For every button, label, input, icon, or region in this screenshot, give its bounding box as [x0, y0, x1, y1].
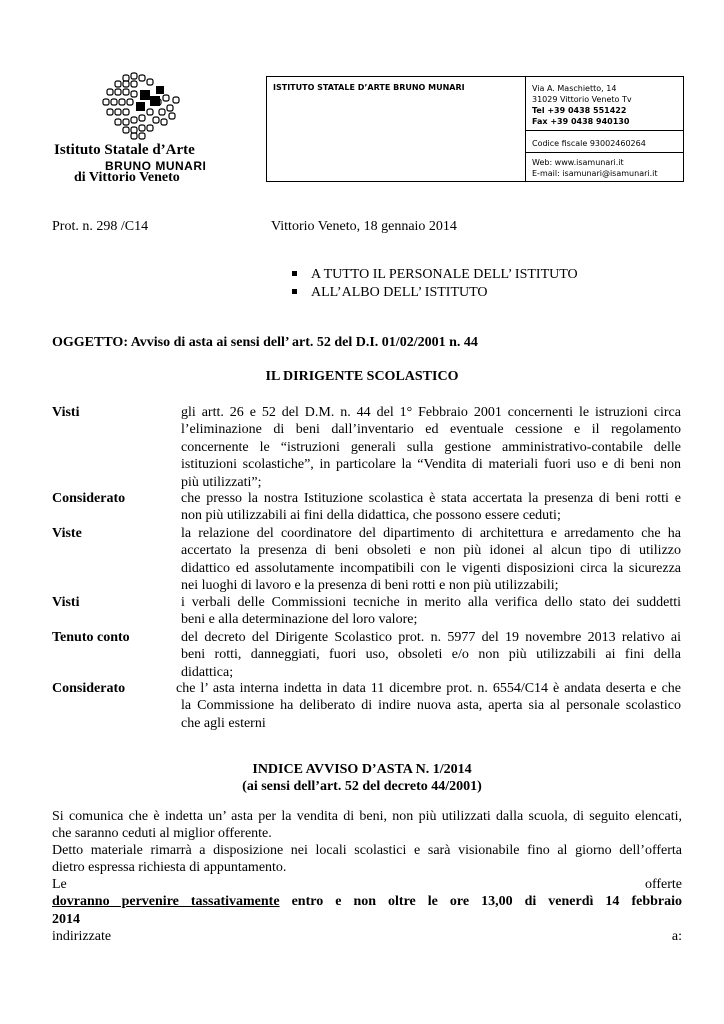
logo-line-3: di Vittorio Veneto: [74, 170, 180, 185]
logo-line-1: Istituto Statale d’Arte: [54, 142, 195, 158]
premise-label: Considerato: [52, 491, 126, 506]
deadline-text: entro e non oltre le ore 13,00 di venerdì 14 febbraio: [279, 894, 683, 910]
header-web-cell: [526, 153, 683, 181]
recipient-text: ALL’ALBO DELL’ ISTITUTO: [311, 285, 488, 300]
text-line: istituzioni scolastiche”, in particolare la “Vendita di materiali fuori uso e di beni non: [181, 457, 681, 473]
text-line: che saranno ceduti al miglior offerente.: [52, 826, 272, 842]
premise-label: Considerato: [52, 681, 126, 696]
premise-label: Tenuto conto: [52, 630, 130, 645]
header-contact-column: [526, 77, 683, 181]
place-date: Vittorio Veneto, 18 gennaio 2014: [271, 219, 457, 234]
header-address-cell: [526, 77, 683, 131]
header-box: [266, 76, 684, 182]
paragraph: [52, 876, 682, 946]
text-line: accertato la presenza di beni obsoleti e non più idonei al alcun tipo di utilizzo: [181, 543, 681, 559]
text-line: gli artt. 26 e 52 del D.M. n. 44 del 1° Febbraio 2001 concernenti le istruzioni circa: [181, 405, 681, 420]
text-line: concernente le “istruzioni generali sulla gestione amministrativo-contabile delle: [181, 439, 681, 455]
deadline-year: 2014: [52, 911, 80, 927]
text-line: l’eliminazione di beni dall’inventario ed eventuale cessione e il regolamento: [181, 422, 681, 438]
paragraph: [52, 808, 682, 843]
subject-line: OGGETTO: Avviso di asta ai sensi dell’ art. 52 del D.I. 01/02/2001 n. 44: [52, 335, 478, 350]
text-line: non più utilizzabili ai fini della didattica, che possono essere ceduti;: [181, 508, 561, 524]
paragraph: [52, 842, 682, 877]
address-line-1: Via A. Maschietto, 14: [532, 84, 617, 93]
section-heading: IL DIRIGENTE SCOLASTICO: [265, 369, 459, 384]
recipient-item: [292, 266, 578, 283]
text-run: Le offerte: [52, 877, 682, 892]
fax: Fax +39 0438 940130: [532, 117, 630, 126]
text-line: Si comunica che è indetta un’ asta per la vendita di beni, non più utilizzati dalla scuola, di seguito elencati,: [52, 809, 682, 824]
telephone: Tel +39 0438 551422: [532, 106, 627, 115]
premise-text: [181, 594, 681, 629]
text-line: la Commissione ha deliberato di indire nuova asta, aperta sia al personale scolastico: [181, 698, 681, 714]
notice-title: INDICE AVVISO D’ASTA N. 1/2014: [252, 762, 472, 777]
premise-text: [181, 629, 681, 681]
premise-text: [181, 490, 681, 525]
text-line: beni e alla determinazione del loro valore;: [181, 612, 418, 628]
recipient-text: A TUTTO IL PERSONALE DELL’ ISTITUTO: [311, 267, 578, 282]
institute-logo: [48, 72, 228, 184]
text-line: nei luoghi di lavoro e la presenza di beni rotti e non più utilizzabili;: [181, 578, 559, 594]
header-institute-name: ISTITUTO STATALE D’ARTE BRUNO MUNARI: [273, 83, 465, 92]
text-line: didattico ed assolutamente incompatibili con le vigenti disposizioni circa la sicurezza: [181, 560, 681, 576]
text-line: più utilizzati”;: [181, 474, 262, 490]
header-tax-cell: [526, 131, 683, 153]
header-institute-cell: [267, 77, 526, 181]
recipient-item: [292, 284, 488, 301]
text-line: dietro espressa richiesta di appuntamento.: [52, 860, 287, 876]
logo-mark-icon: [96, 72, 182, 142]
text-run: indirizzate a:: [52, 929, 682, 945]
text-line: [52, 911, 682, 946]
email-link[interactable]: E-mail: isamunari@isamunari.it: [532, 169, 658, 178]
premise-text: [181, 525, 681, 595]
text-line: Detto materiale rimarrà a disposizione nei locali scolastici e sarà visionabile fino al giorno dell’offerta: [52, 843, 682, 858]
text-line: del decreto del Dirigente Scolastico prot. n. 5977 del 19 novembre 2013 relativo ai: [181, 630, 681, 645]
premise-label: Visti: [52, 595, 80, 610]
codice-fiscale: Codice fiscale 93002460264: [532, 139, 646, 148]
premise-label: Visti: [52, 405, 80, 420]
address-line-2: 31029 Vittorio Veneto Tv: [532, 95, 632, 104]
premise-label: Viste: [52, 526, 82, 541]
text-line: beni rotti, danneggiati, fuori uso, obsoleti e/o non più utilizzabili ai fini della: [181, 647, 681, 663]
text-line: [52, 876, 682, 911]
text-line: la relazione del coordinatore del dipartimento di architettura e arredamento che ha: [181, 526, 681, 541]
text-line: che l’ asta interna indetta in data 11 dicembre prot. n. 6554/C14 è andata deserta e che: [176, 681, 681, 696]
deadline-emphasis: dovranno pervenire tassativamente: [52, 894, 280, 910]
premise-text: [181, 404, 681, 491]
notice-subtitle: (ai sensi dell’art. 52 del decreto 44/2001): [242, 779, 482, 794]
logo-line-2: BRUNO MUNARI: [105, 159, 207, 173]
text-line: che agli esterni: [181, 715, 266, 731]
text-line: didattica;: [181, 664, 234, 680]
protocol-number: Prot. n. 298 /C14: [52, 219, 149, 234]
text-line: i verbali delle Commissioni tecniche in merito alla verifica dello stato dei suddetti: [181, 595, 681, 610]
website-link[interactable]: Web: www.isamunari.it: [532, 158, 624, 167]
bullet-icon: [292, 271, 297, 276]
bullet-icon: [292, 289, 297, 294]
premise-text: [176, 680, 681, 732]
text-line: che presso la nostra Istituzione scolastica è stata accertata la presenza di beni rotti e: [181, 491, 681, 506]
